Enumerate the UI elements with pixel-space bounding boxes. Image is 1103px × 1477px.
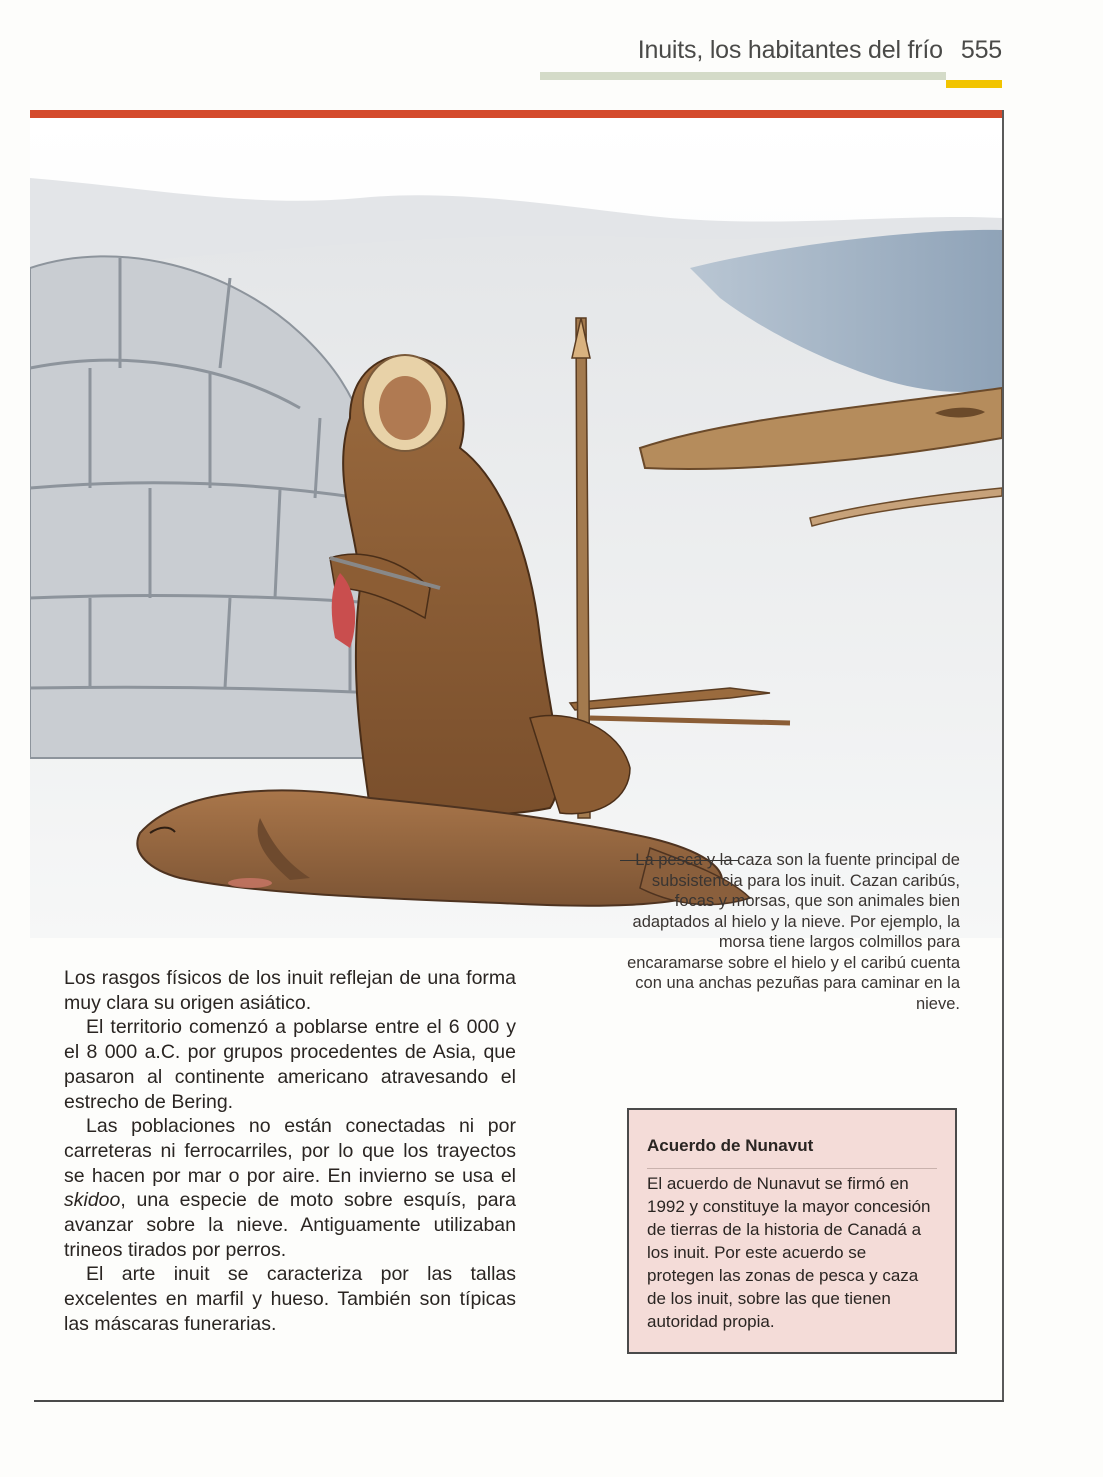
- frame-right-border: [1002, 110, 1004, 1402]
- sidebar-rule: [647, 1168, 937, 1169]
- chapter-title: Inuits, los habitantes del frío: [637, 36, 943, 64]
- page-number: 555: [960, 36, 1002, 64]
- header-rule: [540, 72, 946, 80]
- illustration-caption: La pesca y la caza son la fuente principal de subsistencia para los inuit. Cazan caribús, focas y morsas, que son animales bien adaptados al hielo y la nieve. Por ejemplo, la morsa tiene largos colmillos para encaramarse sobre el hielo y el caribú cuenta con una anchas pezuñas para caminar en la nieve.: [627, 851, 960, 1013]
- paragraph-1-text: Los rasgos físicos de los inuit reflejan de una forma muy clara su origen asiático.: [64, 967, 516, 1014]
- paragraph-3: [64, 1114, 516, 1262]
- paragraph-4: [64, 1262, 516, 1336]
- inuit-illustration: [30, 118, 1002, 938]
- paragraph-1: [64, 966, 516, 1015]
- paragraph-4-text: El arte inuit se caracteriza por las tallas excelentes en marfil y hueso. También son típicas las máscaras funerarias.: [64, 1263, 516, 1335]
- header-accent-bar: [946, 80, 1002, 88]
- paragraph-2-text: El territorio comenzó a poblarse entre el 6 000 y el 8 000 a.C. por grupos procedentes de Asia, que pasaron al continente americano atravesando el estrecho de Bering.: [64, 1016, 516, 1113]
- body-text: [64, 966, 516, 1337]
- sidebar-text: El acuerdo de Nunavut se firmó en 1992 y constituye la mayor concesión de tierras de la historia de Canadá a los inuit. Por este acuerdo se protegen las zonas de pesca y caza de los inuit, sobre las que tienen autoridad propia.: [647, 1174, 931, 1331]
- sidebar-box: [627, 1108, 957, 1354]
- paragraph-3-text-a: Las poblaciones no están conectadas ni por carreteras ni ferrocarriles, por lo que los trayectos se hacen por mar o por aire. En invierno se usa el: [64, 1115, 516, 1187]
- paragraph-3-text-b: , una especie de moto sobre esquís, para avanzar sobre la nieve. Antiguamente utilizaban trineos tirados por perros.: [64, 1189, 516, 1261]
- paragraph-3-italic: skidoo: [64, 1189, 121, 1212]
- frame-bottom-border: [34, 1400, 1004, 1402]
- paragraph-2: [64, 1015, 516, 1114]
- sidebar-title: Acuerdo de Nunavut: [647, 1136, 814, 1155]
- top-red-band: [30, 110, 1004, 118]
- page-header: [540, 36, 1002, 65]
